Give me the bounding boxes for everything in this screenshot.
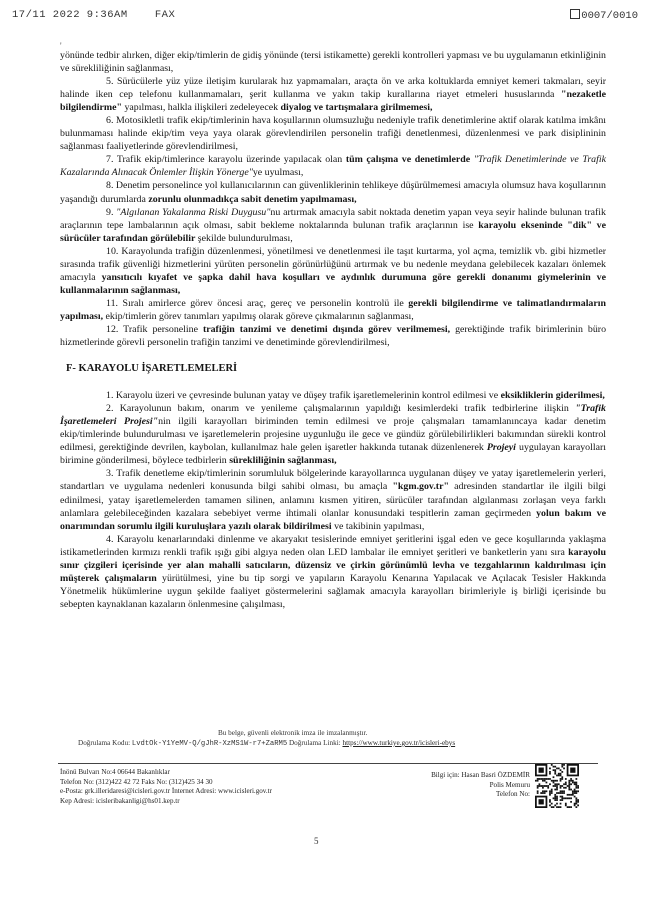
qr-module bbox=[561, 766, 563, 768]
qr-module bbox=[561, 764, 563, 766]
italic-text: "Trafik Denetimlerinde ve Trafik Kazalarında Alınacak Önlemler İlişkin Yönerge" bbox=[60, 154, 606, 179]
qr-module bbox=[565, 783, 567, 785]
paragraph bbox=[60, 114, 606, 153]
qr-module bbox=[551, 803, 553, 805]
qr-module bbox=[575, 787, 577, 789]
qr-module bbox=[553, 769, 555, 771]
qr-module bbox=[554, 797, 556, 799]
qr-module bbox=[551, 764, 553, 766]
qr-module bbox=[568, 785, 570, 787]
qr-module bbox=[537, 780, 539, 782]
text-run: 8. Denetim personelince yol kullanıcılarının can güvenliklerinin tehlikeye düşürülmemesi amacıyla olumsuz hava koşullarının yaşandığı durumlarda bbox=[60, 180, 606, 205]
qr-module bbox=[570, 789, 572, 791]
qr-module bbox=[570, 780, 572, 782]
bold-text: diyalog ve tartışmalara girilmemesi, bbox=[280, 102, 433, 114]
paragraph bbox=[60, 49, 606, 75]
qr-module bbox=[575, 797, 577, 799]
qr-module bbox=[572, 780, 574, 782]
qr-module bbox=[575, 806, 577, 808]
qr-module bbox=[567, 794, 569, 796]
qr-module bbox=[556, 803, 558, 805]
qr-module bbox=[575, 790, 577, 792]
qr-module bbox=[570, 778, 572, 780]
fax-page-counter: 0007/0010 bbox=[570, 9, 638, 22]
qr-module bbox=[554, 804, 556, 806]
text-run: uygulayan karayolları birimine gönderilmesi, böylece tedbirlerin bbox=[60, 442, 606, 467]
qr-module bbox=[539, 783, 541, 785]
verify-code: LvdtOk-Y1YeMV-Q/gJhR-XzMS1W-r7+ZaRM5 bbox=[131, 740, 288, 748]
qr-module bbox=[565, 804, 567, 806]
qr-module bbox=[577, 801, 579, 803]
fax-label: FAX bbox=[154, 9, 176, 21]
qr-module bbox=[572, 792, 574, 794]
kep-line: Kep Adresi: icisleribakanligi@hs01.kep.tr bbox=[60, 796, 180, 805]
qr-module bbox=[551, 790, 553, 792]
text-run: 10. Karayolunda trafiğin düzenlenmesi, yönetilmesi ve denetlenmesi ile taşıt kurtarma, yol açma, temizlik vb. gibi hizmetler sırasında trafik güvenliği hizmetlerini yürüten personelin görünürlüğünü artırmak ve bu nedenle meydana gelebilecek kazaları önlemek amacıyla bbox=[60, 245, 606, 283]
qr-module bbox=[539, 785, 541, 787]
qr-module bbox=[556, 768, 558, 770]
verification-line bbox=[78, 739, 598, 748]
qr-module bbox=[539, 778, 541, 780]
qr-module bbox=[547, 778, 549, 780]
qr-module bbox=[565, 778, 567, 780]
verify-link[interactable]: https://www.turkiye.gov.tr/icisleri-ebys bbox=[342, 739, 456, 747]
qr-module bbox=[574, 782, 576, 784]
qr-code-icon[interactable] bbox=[535, 764, 579, 808]
qr-module bbox=[554, 796, 556, 798]
qr-module bbox=[537, 792, 539, 794]
qr-module bbox=[549, 768, 551, 770]
bold-text: sürekliliğinin sağlanması, bbox=[229, 455, 337, 467]
text-run: yapılması, halkla ilişkileri zedeleyecek bbox=[122, 102, 281, 114]
bold-text: eksikliklerin giderilmesi, bbox=[500, 390, 605, 402]
contact-title: Polis Memuru bbox=[489, 780, 530, 789]
qr-module bbox=[575, 799, 577, 801]
qr-module bbox=[556, 792, 558, 794]
qr-module bbox=[575, 803, 577, 805]
fax-box-icon bbox=[570, 9, 580, 19]
qr-module bbox=[558, 768, 560, 770]
qr-module bbox=[554, 769, 556, 771]
qr-module bbox=[544, 785, 546, 787]
bold-text: karayolu sınır çizgileri içerisinde yer alan mahalli satıcıların, düzensiz ve çirkin görünümlü levha ve tezgahlarının kaldırılması için müşterek çalışmaların bbox=[60, 546, 606, 584]
qr-module bbox=[561, 771, 563, 773]
text-run: adresinden standartlar ile ilgili bilgi edinilmesi, yatay işaretlemelerden tamamen silinen, anlamını kısmen yitiren, sürücüler tarafından algılanması zorlaşan veya farklı anlamlara gelebileceğinden kazalara sebebiyet verme ihtimali olanlar konusundaki tespitlerin zaman geçirmeden bbox=[60, 481, 606, 519]
qr-module bbox=[551, 792, 553, 794]
text-run: F- KARAYOLU İŞARETLEMELERİ bbox=[66, 363, 238, 375]
qr-module bbox=[572, 782, 574, 784]
qr-module bbox=[554, 773, 556, 775]
qr-module bbox=[556, 783, 558, 785]
qr-module bbox=[558, 806, 560, 808]
qr-module bbox=[567, 785, 569, 787]
bold-text: gerekli bilgilendirme ve talimatlandırmaların yapılması, bbox=[60, 297, 606, 322]
qr-finder bbox=[570, 768, 575, 773]
qr-module bbox=[561, 792, 563, 794]
qr-module bbox=[542, 780, 544, 782]
qr-module bbox=[549, 794, 551, 796]
qr-module bbox=[560, 773, 562, 775]
qr-finder bbox=[539, 768, 544, 773]
paragraph bbox=[60, 297, 606, 323]
bold-text: yolun bakım ve onarımından sorumlu ilgili kuruluşlara yazılı olarak bildirilmesi bbox=[60, 507, 606, 532]
paragraph bbox=[60, 179, 606, 205]
qr-module bbox=[556, 799, 558, 801]
qr-module bbox=[556, 797, 558, 799]
text-run: 9. bbox=[106, 206, 117, 218]
qr-module bbox=[575, 792, 577, 794]
text-run: 6. Motosikletli trafik ekip/timlerinin hava koşullarının olumsuzluğu nedeniyle trafik denetimlerine aktif olarak katılma imkânı bulunmaması halinde ekip/tim veya yaya olarak görevlendirilen personelin trafiği denetlenmesi, düzenlenmesi ve park disiplininin sağlanması faaliyetlerinde görevlendirilmesi, bbox=[60, 115, 606, 153]
bold-text: "nezaketle bilgilendirme" bbox=[60, 89, 606, 114]
qr-module bbox=[560, 799, 562, 801]
paragraph bbox=[60, 402, 606, 467]
qr-module bbox=[544, 792, 546, 794]
qr-module bbox=[537, 778, 539, 780]
italic-text: "Algılanan Yakalanma Riski Duygusu" bbox=[116, 206, 271, 218]
qr-module bbox=[547, 785, 549, 787]
text-run: 1. Karayolu üzeri ve çevresinde bulunan yatay ve düşey trafik işaretlemelerinin kontrol edilmesi ve bbox=[106, 390, 501, 402]
qr-module bbox=[556, 806, 558, 808]
qr-module bbox=[565, 782, 567, 784]
qr-module bbox=[546, 782, 548, 784]
qr-module bbox=[556, 775, 558, 777]
qr-module bbox=[560, 806, 562, 808]
text-run: şekilde bulundurulması, bbox=[195, 232, 293, 244]
text-run: 2. Karayolunun bakım, onarım ve yenileme çalışmalarının yapıldığı kesimlerdeki trafik tedbirlerine ilişkin bbox=[106, 403, 576, 415]
text-run: 3. Trafik denetleme ekip/timlerinin sorumluluk bölgelerinde karayollarınca uygulanan düşey ve yatay işaretlemelerin yerleri, standartları ve uygulama nedenleri konusunda bilgi sahibi olması, bu amaçla bbox=[60, 468, 606, 493]
qr-module bbox=[554, 794, 556, 796]
qr-module bbox=[568, 782, 570, 784]
text-run: yönünde tedbir alırken, diğer ekip/timlerin de gidiş yönünde (tersi istikamette) gerekli kontrolleri yapması ve bu uygulamanın etkinliğinin ve sürekliliğinin sağlanması, bbox=[60, 50, 606, 75]
email-line[interactable]: e-Posta: grk.illeridaresi@icisleri.gov.tr İnternet Adresi: www.icisleri.gov.tr bbox=[60, 787, 272, 796]
qr-module bbox=[570, 806, 572, 808]
qr-module bbox=[560, 780, 562, 782]
text-run: nin ilgili karayolları biriminden temin edilmesi ve proje çalışmaları tamamlanıncaya kadar denetim ekip/timlerinde bulundurulması ve işaretlemelerin projesine uygunluğu ile gece ve gündüz görülebilirlikleri bakımından sürekli kontrol edilmesi, gerektiğinde devrilen, kaybolan, kullanılmaz hale gelen işaretler hakkında tutanak düzenlenerek bbox=[60, 416, 606, 454]
qr-module bbox=[561, 799, 563, 801]
qr-module bbox=[561, 776, 563, 778]
qr-module bbox=[560, 796, 562, 798]
qr-module bbox=[560, 787, 562, 789]
qr-module bbox=[551, 789, 553, 791]
qr-module bbox=[537, 790, 539, 792]
fax-datetime: 17/11 2022 9:36AM FAX bbox=[12, 9, 176, 21]
qr-module bbox=[551, 806, 553, 808]
bold-text: "kgm.gov.tr" bbox=[392, 481, 449, 493]
qr-module bbox=[558, 783, 560, 785]
qr-module bbox=[560, 778, 562, 780]
qr-module bbox=[574, 803, 576, 805]
qr-module bbox=[554, 766, 556, 768]
qr-module bbox=[549, 799, 551, 801]
qr-module bbox=[537, 785, 539, 787]
qr-module bbox=[561, 785, 563, 787]
qr-module bbox=[556, 796, 558, 798]
qr-module bbox=[554, 780, 556, 782]
qr-module bbox=[546, 778, 548, 780]
qr-module bbox=[554, 783, 556, 785]
qr-module bbox=[572, 790, 574, 792]
qr-module bbox=[553, 797, 555, 799]
qr-module bbox=[549, 778, 551, 780]
qr-module bbox=[570, 797, 572, 799]
qr-module bbox=[575, 783, 577, 785]
qr-module bbox=[575, 782, 577, 784]
qr-module bbox=[577, 785, 579, 787]
qr-module bbox=[560, 803, 562, 805]
phone-line: Telefon No: (312)422 42 72 Faks No: (312)425 34 30 bbox=[60, 777, 213, 786]
qr-module bbox=[568, 783, 570, 785]
qr-module bbox=[546, 790, 548, 792]
qr-module bbox=[574, 789, 576, 791]
qr-module bbox=[565, 787, 567, 789]
contact-phone: Telefon No: bbox=[496, 790, 530, 799]
contact-block bbox=[380, 771, 530, 800]
paragraph bbox=[60, 153, 606, 179]
qr-module bbox=[553, 785, 555, 787]
paragraph bbox=[60, 206, 606, 245]
paragraph bbox=[60, 323, 606, 349]
qr-module bbox=[553, 782, 555, 784]
paragraph bbox=[60, 533, 606, 611]
qr-module bbox=[574, 804, 576, 806]
qr-finder bbox=[539, 799, 544, 804]
verify-label: Doğrulama Kodu: bbox=[78, 739, 131, 747]
qr-module bbox=[574, 796, 576, 798]
text-run: yürütülmesi, yine bu tip sorgi ve yapıların Karayolu Kenarına Yapılacak ve Açılacak Tesisler Hakkında Yönetmelik hükümlerine uygun şekilde faaliyet göstermelerini sağlamak amacıyla karayolları birimleriyle iş birliği içerisinde bu sebepten kaynaklanan kazaların önlenmesine çalışılması, bbox=[60, 572, 606, 610]
qr-module bbox=[549, 773, 551, 775]
qr-module bbox=[540, 792, 542, 794]
paragraph bbox=[60, 467, 606, 532]
qr-module bbox=[553, 776, 555, 778]
text-run: gerektiğinde trafik birimlerinin büro hizmetlerinde görevli personelin trafiğin tanzimi ve denetiminde görevlendirilmesi, bbox=[60, 323, 607, 349]
text-run: ye uyulması, bbox=[252, 167, 304, 179]
qr-module bbox=[572, 794, 574, 796]
qr-module bbox=[565, 803, 567, 805]
qr-module bbox=[577, 799, 579, 801]
qr-module bbox=[561, 797, 563, 799]
qr-module bbox=[563, 797, 565, 799]
qr-module bbox=[556, 780, 558, 782]
verify-link-label: Doğrulama Linki: bbox=[288, 739, 341, 747]
paragraph bbox=[60, 389, 606, 402]
bold-text: karayolu ekseninde "dik" ve sürücüler tarafından görülebilir bbox=[60, 219, 606, 244]
qr-module bbox=[549, 801, 551, 803]
qr-module bbox=[561, 790, 563, 792]
qr-module bbox=[568, 787, 570, 789]
text-run: nu artırmak amacıyla sabit noktada denetim yapan veya seyir halinde bulunan trafik araçlarının tepe lambalarının açık olması, sabit bekleme noktalarında bulunan trafik araçlarının ise bbox=[60, 206, 606, 231]
qr-module bbox=[577, 790, 579, 792]
page-number: 5 bbox=[314, 836, 319, 846]
qr-module bbox=[560, 785, 562, 787]
text-run: 7. Trafik ekip/timlerince karayolu üzerinde yapılacak olan bbox=[106, 154, 346, 166]
qr-module bbox=[546, 785, 548, 787]
qr-module bbox=[549, 783, 551, 785]
qr-module bbox=[567, 797, 569, 799]
qr-module bbox=[577, 787, 579, 789]
section-heading bbox=[66, 362, 606, 375]
emphasis-text: Projeyi bbox=[486, 442, 516, 454]
qr-module bbox=[542, 785, 544, 787]
qr-module bbox=[570, 794, 572, 796]
qr-module bbox=[558, 773, 560, 775]
qr-module bbox=[547, 787, 549, 789]
qr-module bbox=[577, 804, 579, 806]
qr-module bbox=[558, 792, 560, 794]
bold-text: yansıtıcılı kıyafet ve şapka dahil hava koşulları ve aydınlık durumuna göre gerekli donanımı giymelerinin ve kullanmalarının sağlanması, bbox=[60, 271, 606, 296]
qr-module bbox=[575, 778, 577, 780]
qr-module bbox=[553, 806, 555, 808]
fax-header bbox=[12, 9, 638, 23]
text-run: 11. Sıralı amirlerce görev öncesi araç, gereç ve personelin kontrolü ile bbox=[106, 297, 409, 309]
qr-module bbox=[563, 783, 565, 785]
qr-module bbox=[542, 790, 544, 792]
paragraph bbox=[60, 75, 606, 114]
qr-module bbox=[551, 780, 553, 782]
qr-module bbox=[554, 785, 556, 787]
paragraph bbox=[60, 245, 606, 297]
text-run: 4. Karayolu kenarlarındaki dinlenme ve akaryakıt tesislerinde emniyet şeritlerini işgal eden ve gece koşullarında yaklaşma istikametlerinden kırmızı renkli trafik ışığı gibi algıya neden olan LED lambalar ile emniyet şeritleri ve banketlerin yanı sıra bbox=[60, 533, 606, 558]
qr-module bbox=[574, 790, 576, 792]
qr-module bbox=[544, 778, 546, 780]
qr-module bbox=[554, 799, 556, 801]
qr-module bbox=[540, 778, 542, 780]
stray-mark: ' bbox=[60, 41, 62, 51]
qr-module bbox=[556, 789, 558, 791]
qr-module bbox=[563, 764, 565, 766]
address-line: İnönü Bulvarı No:4 06644 Bakanlıklar bbox=[60, 768, 170, 776]
address-block bbox=[60, 768, 272, 806]
qr-module bbox=[556, 787, 558, 789]
qr-module bbox=[553, 780, 555, 782]
qr-module bbox=[563, 792, 565, 794]
esign-note: Bu belge, güvenli elektronik imza ile imzalanmıştır. bbox=[218, 729, 368, 737]
qr-module bbox=[568, 789, 570, 791]
qr-module bbox=[568, 806, 570, 808]
qr-module bbox=[563, 787, 565, 789]
qr-module bbox=[549, 792, 551, 794]
qr-module bbox=[567, 806, 569, 808]
qr-module bbox=[537, 787, 539, 789]
bold-text: tüm çalışma ve denetimlerde bbox=[345, 154, 471, 166]
qr-module bbox=[535, 780, 537, 782]
bold-text: trafiğin tanzimi ve denetimi dışında görev verilmemesi, bbox=[202, 323, 451, 335]
contact-name: Bilgi için: Hasan Basri ÖZDEMİR bbox=[431, 771, 530, 779]
qr-module bbox=[574, 792, 576, 794]
qr-module bbox=[560, 775, 562, 777]
qr-module bbox=[568, 780, 570, 782]
qr-module bbox=[565, 797, 567, 799]
footer-divider bbox=[58, 763, 598, 764]
text-run: 5. Sürücülerle yüz yüze iletişim kurularak hız yapmamaları, araçta ön ve arka koltuklarda emniyet kemeri takmaları, seyir halinde iken cep telefonu kullanmamaları, şerit kullanma ve yakın takip kurallarına riayet etmeleri hususlarında bbox=[60, 76, 606, 101]
qr-module bbox=[563, 790, 565, 792]
qr-module bbox=[549, 790, 551, 792]
qr-module bbox=[554, 789, 556, 791]
qr-module bbox=[570, 801, 572, 803]
qr-module bbox=[575, 785, 577, 787]
qr-module bbox=[542, 778, 544, 780]
qr-module bbox=[570, 783, 572, 785]
qr-module bbox=[556, 785, 558, 787]
text-run: 12. Trafik personeline bbox=[106, 323, 203, 335]
qr-module bbox=[544, 790, 546, 792]
qr-module bbox=[563, 768, 565, 770]
qr-module bbox=[574, 783, 576, 785]
text-run: ve takibinin yapılması, bbox=[331, 520, 425, 532]
qr-module bbox=[575, 801, 577, 803]
text-run: ekip/timlerin görev tanımları yapılmış olarak göreve çıkmalarının sağlanması, bbox=[103, 310, 414, 322]
qr-module bbox=[561, 778, 563, 780]
qr-module bbox=[561, 796, 563, 798]
qr-module bbox=[542, 792, 544, 794]
qr-module bbox=[560, 769, 562, 771]
qr-module bbox=[549, 804, 551, 806]
qr-module bbox=[549, 771, 551, 773]
qr-module bbox=[568, 794, 570, 796]
qr-module bbox=[558, 775, 560, 777]
bold-text: zorunlu olunmadıkça sabit denetim yapılmaması, bbox=[148, 193, 357, 205]
qr-module bbox=[568, 797, 570, 799]
emphasis-text: "Trafik İşaretlemeleri Projesi" bbox=[60, 403, 606, 428]
qr-module bbox=[560, 790, 562, 792]
qr-module bbox=[540, 785, 542, 787]
qr-module bbox=[553, 766, 555, 768]
qr-module bbox=[554, 771, 556, 773]
document-body bbox=[60, 49, 606, 611]
qr-module bbox=[542, 787, 544, 789]
qr-module bbox=[544, 780, 546, 782]
qr-module bbox=[560, 792, 562, 794]
